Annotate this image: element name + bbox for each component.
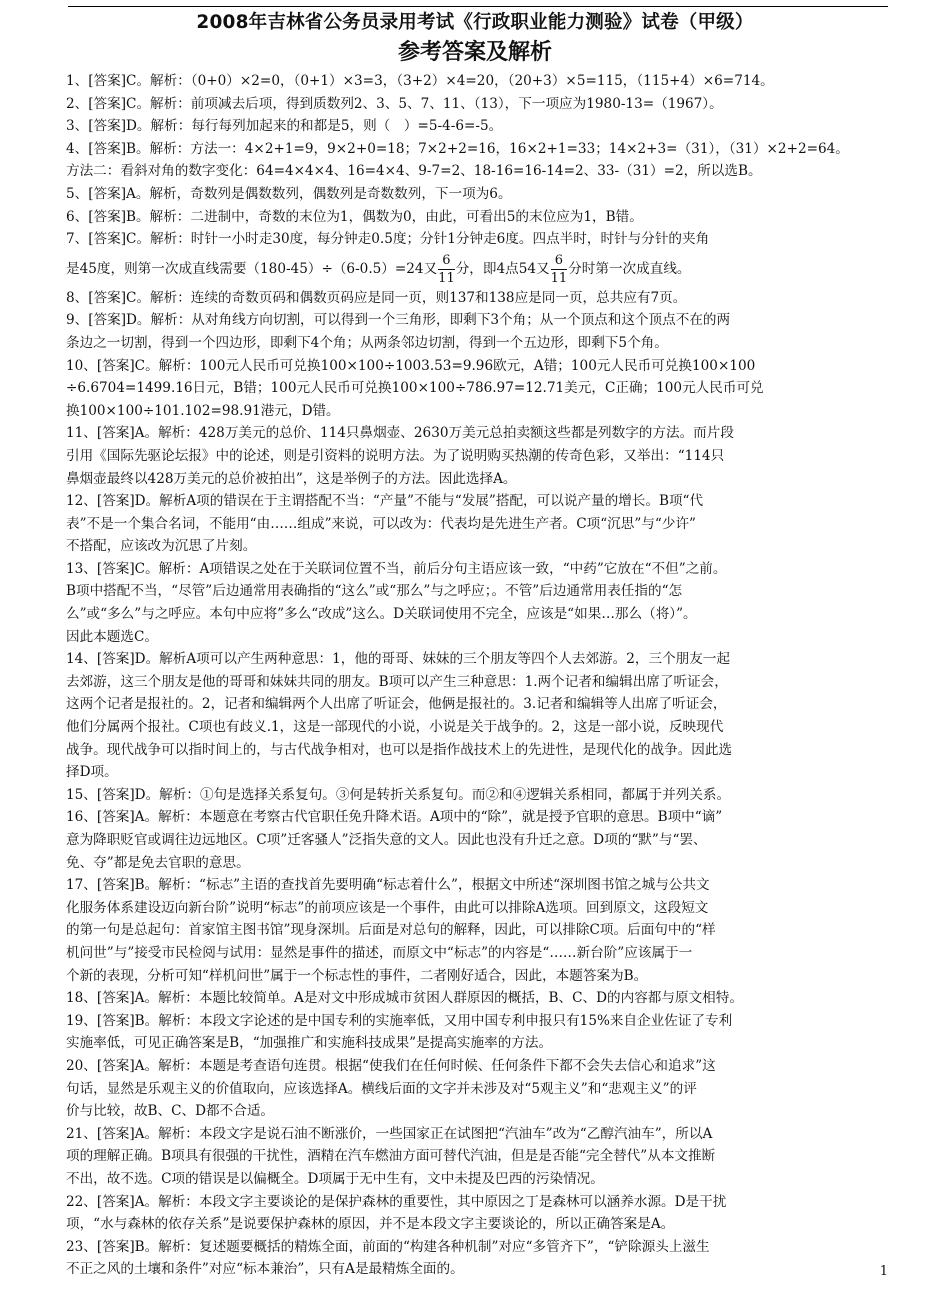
fraction-numerator: 6 — [438, 252, 455, 270]
q7-text-part1: 是45度，则第一次成直线需要（180-45）÷（6-0.5）=24又 — [66, 260, 438, 277]
text-line: 条边之一切割，得到一个四边形，即剩下4个角；从两条邻边切割，得到一个五边形，即剩下5个角。 — [66, 334, 668, 351]
fraction-six-elevenths — [438, 252, 455, 287]
answer-list — [66, 70, 888, 1281]
text-line: 么”或“多么”与之呼应。本句中应将”多么“改成”这么。D关联词使用不完全，应该是“如果…那么（将）”。 — [66, 606, 697, 623]
text-line: 意为降职贬官或调往边远地区。C项”迁客骚人”泛指失意的文人。因此也没有升迁之意。D项的“默”与“罢、 — [66, 832, 707, 848]
page-title: 2008年吉林省公务员录用考试《行政职业能力测验》试卷（甲级） — [196, 12, 754, 33]
page-subtitle: 参考答案及解析 — [397, 40, 552, 65]
fraction-six-elevenths — [551, 252, 568, 287]
text-line: 因此本题选C。 — [66, 628, 158, 645]
text-line: 9、[答案]D。解析：从对角线方向切割，可以得到一个三角形，即剩下3个角；从一个顶点和这个顶点不在的两 — [66, 312, 731, 329]
text-line: 去郊游，这三个朋友是他的哥哥和妹妹共同的朋友。B项可以产生三种意思：1.两个记者和编辑出席了听证会， — [66, 673, 728, 690]
top-rule — [68, 6, 888, 7]
text-line: 鼻烟壶最终以428万美元的总价被拍出”，这是举例子的方法。因此选择A。 — [66, 470, 517, 487]
text-line: B项中搭配不当，“尽管”后边通常用表确指的“这么”或“那么”与之呼应；。不管”后边通常用表任指的“怎 — [66, 583, 683, 600]
text-line: 价与比较，故B、C、D都不合适。 — [66, 1103, 275, 1120]
text-line: 15、[答案]D。解析：①句是选择关系复句。③何是转折关系复句。而②和④逻辑关系相同，都属于并列关系。 — [66, 786, 731, 803]
text-line: 化服务体系建设迈向新台阶”说明“标志”的前项应该是一个事件，由此可以排除A选项。回到原文，这段短文 — [66, 899, 709, 916]
text-line: 7、[答案]C。解析：时针一小时走30度，每分钟走0.5度；分针1分钟走6度。四点半时，时针与分针的夹角 — [66, 231, 710, 248]
text-line: 13、[答案]C。解析：A项错误之处在于关联词位置不当，前后分句主语应该一致，“中药”它放在“不但”之前。 — [66, 560, 727, 577]
text-line: 1、[答案]C。解析：（0+0）×2=0，（0+1）×3=3，（3+2）×4=20，（20+3）×5=115，（115+4）×6=714。 — [66, 73, 774, 89]
text-line: 择D项。 — [66, 764, 118, 781]
text-line: 2、[答案]C。解析：前项减去后项，得到质数列2、3、5、7、11、（13），下一项应为1980-13=（1967）。 — [66, 95, 723, 112]
text-line: ÷6.6704=1499.16日元，B错；100元人民币可兑换100×100÷786.97=12.71美元，C正确；100元人民币可兑 — [66, 380, 764, 397]
text-line: 表”不是一个集合名词，不能用“由……组成”来说，可以改为：代表均是先进生产者。C项“沉思”与“少许” — [66, 515, 696, 532]
fraction-denominator: 11 — [550, 270, 568, 286]
text-line: 17、[答案]B。解析：“标志”主语的查找首先要明确“标志着什么”，根据文中所述“深圳图书馆之城与公共文 — [66, 877, 710, 894]
text-line: 机问世”与”接受市民检阅与试用：显然是事件的描述，而原文中“标志”的内容是“……新台阶”应该属于一 — [66, 944, 693, 961]
text-line: 不搭配，应该改为沉思了片刻。 — [66, 538, 257, 555]
text-line: 引用《国际先驱论坛报》中的论述，则是引资料的说明方法。为了说明购买热潮的传奇色彩，又举出：“114只 — [66, 447, 725, 464]
text-line: 8、[答案]C。解析：连续的奇数页码和偶数页码应是同一页，则137和138应是同一页，总共应有7页。 — [66, 289, 687, 306]
text-line: 不出，故不选。C项的错误是以偏概全。D项属于无中生有，文中未提及巴西的污染情况。 — [66, 1170, 604, 1187]
text-line: 19、[答案]B。解析：本段文字论述的是中国专利的实施率低，又用中国专利申报只有15%来自企业佐证了专利 — [66, 1012, 733, 1029]
text-line: 免、夺”都是免去官职的意思。 — [66, 854, 250, 871]
text-line: 14、[答案]D。解析A项可以产生两种意思：1，他的哥哥、妹妹的三个朋友等四个人去郊游。2，三个朋友一起 — [66, 651, 731, 668]
text-line: 实施率低，可见正确答案是B，“加强推广和实施科技成果”是提高实施率的方法。 — [66, 1035, 553, 1052]
page-number: 1 — [879, 1264, 888, 1279]
text-line: 4、[答案]B。解析：方法一：4×2+1=9，9×2+0=18；7×2+2=16，16×2+1=33；14×2+3=（31），（31）×2+2=64。 — [66, 140, 849, 157]
text-line: 的第一句是总起句：首家馆主图书馆”现身深圳。后面是对总句的解释，因此，可以排除C项。后面句中的“样 — [66, 922, 716, 939]
text-line: 他们分属两个报社。C项也有歧义.1，这是一部现代的小说，小说是关于战争的。2，这是一部小说，反映现代 — [66, 719, 724, 736]
text-line: 不正之风的土壤和条件”对应“标本兼治”，只有A是最精炼全面的。 — [66, 1261, 464, 1278]
text-line: 22、[答案]A。解析：本段文字主要谈论的是保护森林的重要性，其中原因之丁是森林可以涵养水源。D是干扰 — [66, 1193, 727, 1210]
text-line: 换100×100÷101.102=98.91港元，D错。 — [66, 402, 340, 419]
text-line: 10、[答案]C。解析：100元人民币可兑换100×100÷1003.53=9.96欧元，A错；100元人民币可兑换100×100 — [66, 357, 756, 374]
fraction-denominator: 11 — [438, 270, 455, 286]
text-line: 16、[答案]A。解析：本题意在考察古代官职任免升降术语。A项中的“除”，就是授予官职的意思。B项中“谪” — [66, 809, 723, 826]
q7-continuation-line — [66, 251, 888, 287]
text-line: 5、[答案]A。解析，奇数列是偶数数列，偶数列是奇数数列，下一项为6。 — [66, 185, 512, 202]
text-line: 11、[答案]A。解析：428万美元的总价、114只鼻烟壶、2630万美元总拍卖额这些都是列数字的方法。而片段 — [66, 425, 734, 442]
fraction-numerator: 6 — [551, 252, 568, 270]
text-line: 这两个记者是报社的。2，记者和编辑两个人出席了听证会，他俩是报社的。3.记者和编辑等人出席了听证会， — [66, 696, 727, 713]
text-line: 23、[答案]B。解析：复述题要概括的精炼全面，前面的“构建各种机制”对应“多管齐下”，“铲除源头上滋生 — [66, 1238, 710, 1255]
text-line: 项的理解正确。B项具有很强的干扰性，酒精在汽车燃油方面可替代汽油，但是是否能“完全替代”从本文推断 — [66, 1148, 716, 1165]
text-line: 句话，显然是乐观主义的价值取向，应该选择A。横线后面的文字并未涉及对“5观主义”和“悲观主义”的评 — [66, 1080, 697, 1097]
text-line: 21、[答案]A。解析：本段文字是说石油不断涨价，一些国家正在试图把“汽油车”改为“乙醇汽油车”，所以A — [66, 1125, 713, 1142]
text-line: 战争。现代战争可以指时间上的，与古代战争相对，也可以是指作战技术上的先进性，是现代化的战争。因此选 — [66, 741, 733, 758]
q7-text-part2: 分，即4点54又 — [455, 260, 550, 277]
text-line: 18、[答案]A。解析：本题比较简单。A是对文中形成城市贫困人群原因的概括，B、C、D的内容都与原文相特。 — [66, 990, 743, 1007]
text-line: 个新的表现，分析可知“样机问世”属于一个标志性的事件，二者刚好适合，因此，本题答案为B。 — [66, 967, 648, 984]
text-line: 20、[答案]A。解析：本题是考查语句连贯。根据“使我们在任何时候、任何条件下都不会失去信心和追求”这 — [66, 1057, 716, 1074]
text-line: 3、[答案]D。解析：每行每列加起来的和都是5，则（ ）=5-4-6=-5。 — [66, 118, 503, 135]
text-line: 6、[答案]B。解析：二进制中，奇数的末位为1，偶数为0，由此，可看出5的末位应为1，B错。 — [66, 208, 643, 225]
text-line: 项，“水与森林的依存关系”是说要保护森林的原因，并不是本段文字主要谈论的，所以正确答案是A。 — [66, 1216, 675, 1233]
text-line: 12、[答案]D。解析A项的错误在于主谓搭配不当：“产量”不能与“发展”搭配，可以说产量的增长。B项“代 — [66, 493, 704, 510]
text-line: 方法二：看斜对角的数字变化：64=4×4×4、16=4×4、9-7=2、18-16=16-14=2、33-（31）=2，所以选B。 — [66, 163, 762, 180]
q7-text-part3: 分时第一次成直线。 — [568, 260, 691, 277]
